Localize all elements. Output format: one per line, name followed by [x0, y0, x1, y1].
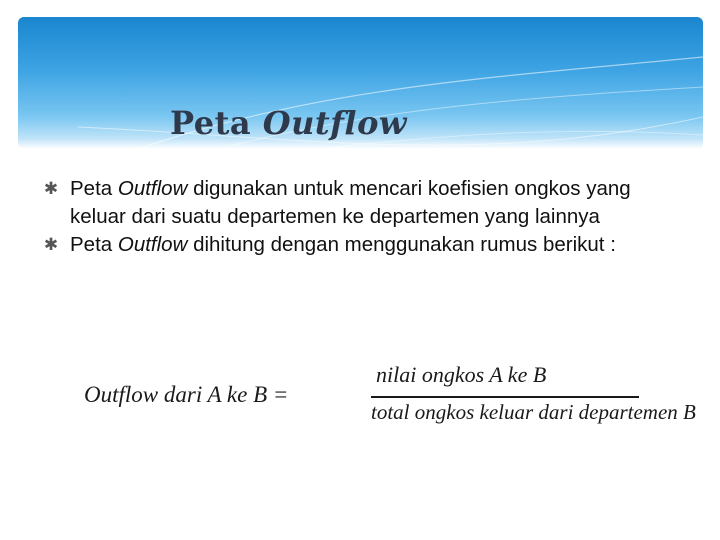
- formula-lhs: Outflow dari A ke B =: [84, 382, 289, 407]
- formula-numerator: nilai ongkos A ke B: [376, 362, 547, 387]
- title-italic-text: Outflow: [262, 104, 407, 142]
- formula-denominator: total ongkos keluar dari departemen B: [371, 400, 696, 424]
- fraction-bar: [371, 396, 639, 398]
- bullet-item-1: [40, 175, 690, 231]
- asterisk-bullet-icon: ✱: [43, 235, 59, 254]
- bullet-2-italic: Outflow: [117, 233, 188, 256]
- bullet-1-text-end: digunakan untuk mencari koefisien ongkos yang keluar dari suatu departemen ke departemen yang lainnya: [70, 177, 631, 228]
- slide-title: [170, 104, 407, 142]
- outflow-formula: [84, 362, 696, 432]
- bullet-2-text-end: dihitung dengan menggunakan rumus berikut :: [187, 233, 616, 256]
- bullet-2-text-start: Peta: [70, 233, 118, 256]
- bullet-list: [40, 175, 690, 259]
- asterisk-bullet-icon: ✱: [43, 179, 59, 198]
- bullet-item-2: [40, 231, 690, 259]
- title-text: Peta: [170, 104, 263, 142]
- bullet-1-italic: Outflow: [117, 177, 188, 200]
- bullet-1-text-start: Peta: [70, 177, 118, 200]
